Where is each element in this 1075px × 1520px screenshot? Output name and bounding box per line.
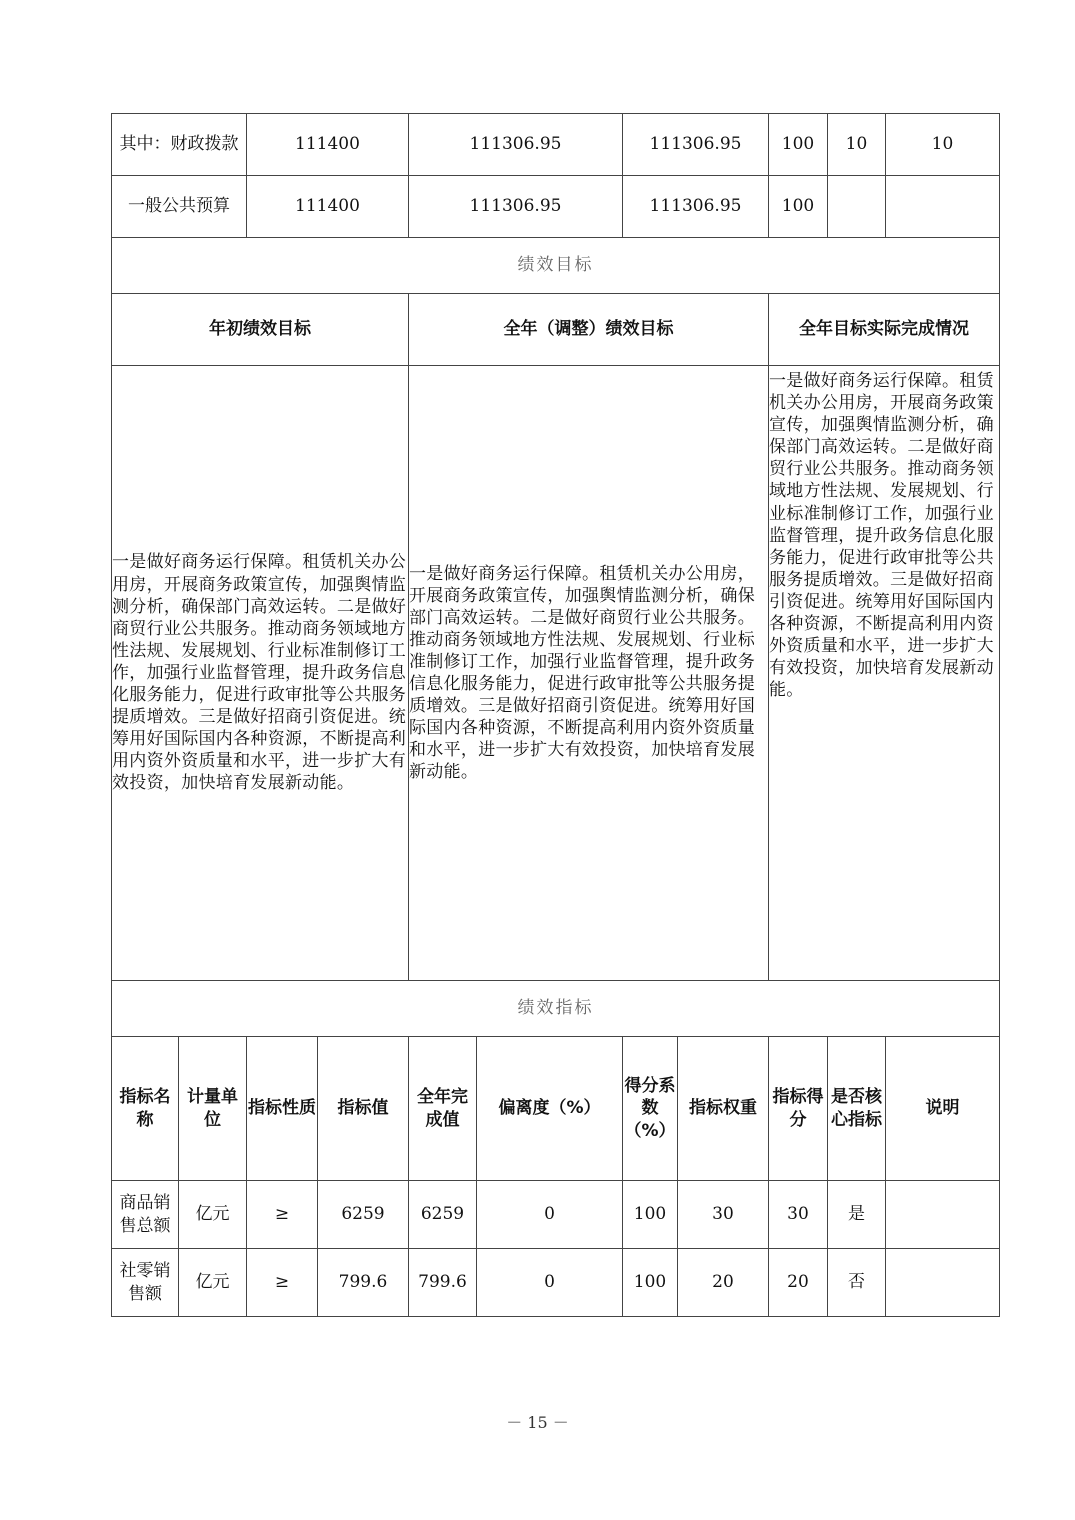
actual-completion-text: 一是做好商务运行保障。租赁机关办公用房，开展商务政策宣传，加强舆情监测分析，确保部门高效运转。二是做好商贸行业公共服务。推动商务领域地方性法规、发展规划、行业标准制修订工作，加强行业监督管理，提升政务信息化服务能力，促进行政审批等公共服务提质增效。三是做好招商引资促进。统筹用好国际国内各种资源，不断提高利用内资外资质量和水平，进一步扩大有效投资，加快培育发展新动能。 — [769, 366, 1000, 981]
indicator-core: 否 — [828, 1249, 886, 1317]
indicator-core: 是 — [828, 1181, 886, 1249]
indicators-section-title: 绩效指标 — [112, 981, 1000, 1037]
indicator-score: 20 — [769, 1249, 828, 1317]
funding-label: 一般公共预算 — [112, 176, 247, 238]
executed-cell: 111306.95 — [623, 176, 769, 238]
header-indicator-name: 指标名称 — [112, 1037, 179, 1181]
actual-completion-header: 全年目标实际完成情况 — [769, 294, 1000, 366]
annual-budget-cell: 111400 — [247, 176, 409, 238]
header-nature: 指标性质 — [247, 1037, 318, 1181]
score-cell: 10 — [886, 114, 1000, 176]
rate-cell: 100 — [769, 114, 828, 176]
indicator-value: 6259 — [318, 1181, 409, 1249]
executed-cell: 111306.95 — [623, 114, 769, 176]
indicator-score: 30 — [769, 1181, 828, 1249]
indicator-coefficient: 100 — [623, 1181, 678, 1249]
initial-goal-text: 一是做好商务运行保障。租赁机关办公用房，开展商务政策宣传，加强舆情监测分析，确保部门高效运转。二是做好商贸行业公共服务。推动商务领域地方性法规、发展规划、行业标准制修订工作，加强行业监督管理，提升政务信息化服务能力，促进行政审批等公共服务提质增效。三是做好招商引资促进。统筹用好国际国内各种资源，不断提高利用内资外资质量和水平，进一步扩大有效投资，加快培育发展新动能。 — [112, 366, 409, 981]
annual-budget-cell: 111400 — [247, 114, 409, 176]
score-cell — [886, 176, 1000, 238]
header-target-value: 指标值 — [318, 1037, 409, 1181]
header-score-coefficient: 得分系数（%） — [623, 1037, 678, 1181]
goals-section-title: 绩效目标 — [112, 238, 1000, 294]
performance-table — [111, 113, 1000, 1317]
funding-row — [112, 114, 1000, 176]
indicator-row — [112, 1249, 1000, 1317]
indicator-completed: 6259 — [409, 1181, 477, 1249]
weight-cell — [828, 176, 886, 238]
indicator-completed: 799.6 — [409, 1249, 477, 1317]
indicator-unit: 亿元 — [179, 1181, 247, 1249]
indicator-note — [886, 1181, 1000, 1249]
indicator-value: 799.6 — [318, 1249, 409, 1317]
indicator-row — [112, 1181, 1000, 1249]
header-weight: 指标权重 — [678, 1037, 769, 1181]
indicator-header-row — [112, 1037, 1000, 1181]
header-note: 说明 — [886, 1037, 1000, 1181]
indicator-name: 商品销售总额 — [112, 1181, 179, 1249]
adjusted-goal-header: 全年（调整）绩效目标 — [409, 294, 769, 366]
indicator-unit: 亿元 — [179, 1249, 247, 1317]
indicator-deviation: 0 — [477, 1181, 623, 1249]
rate-cell: 100 — [769, 176, 828, 238]
adjusted-budget-cell: 111306.95 — [409, 114, 623, 176]
indicator-coefficient: 100 — [623, 1249, 678, 1317]
adjusted-budget-cell: 111306.95 — [409, 176, 623, 238]
page-number: － 15 － — [506, 1413, 569, 1432]
funding-row — [112, 176, 1000, 238]
indicator-nature: ≥ — [247, 1181, 318, 1249]
adjusted-goal-text: 一是做好商务运行保障。租赁机关办公用房，开展商务政策宣传，加强舆情监测分析，确保部门高效运转。二是做好商贸行业公共服务。推动商务领域地方性法规、发展规划、行业标准制修订工作，加强行业监督管理，提升政务信息化服务能力，促进行政审批等公共服务提质增效。三是做好招商引资促进。统筹用好国际国内各种资源，不断提高利用内资外资质量和水平，进一步扩大有效投资，加快培育发展新动能。 — [409, 366, 769, 981]
indicator-weight: 20 — [678, 1249, 769, 1317]
indicator-note — [886, 1249, 1000, 1317]
funding-label: 其中：财政拨款 — [112, 114, 247, 176]
header-unit: 计量单位 — [179, 1037, 247, 1181]
indicator-weight: 30 — [678, 1181, 769, 1249]
indicator-nature: ≥ — [247, 1249, 318, 1317]
header-core-indicator: 是否核心指标 — [828, 1037, 886, 1181]
header-completed-value: 全年完成值 — [409, 1037, 477, 1181]
header-score: 指标得分 — [769, 1037, 828, 1181]
indicator-deviation: 0 — [477, 1249, 623, 1317]
initial-goal-header: 年初绩效目标 — [112, 294, 409, 366]
indicator-name: 社零销售额 — [112, 1249, 179, 1317]
header-deviation: 偏离度（%） — [477, 1037, 623, 1181]
weight-cell: 10 — [828, 114, 886, 176]
